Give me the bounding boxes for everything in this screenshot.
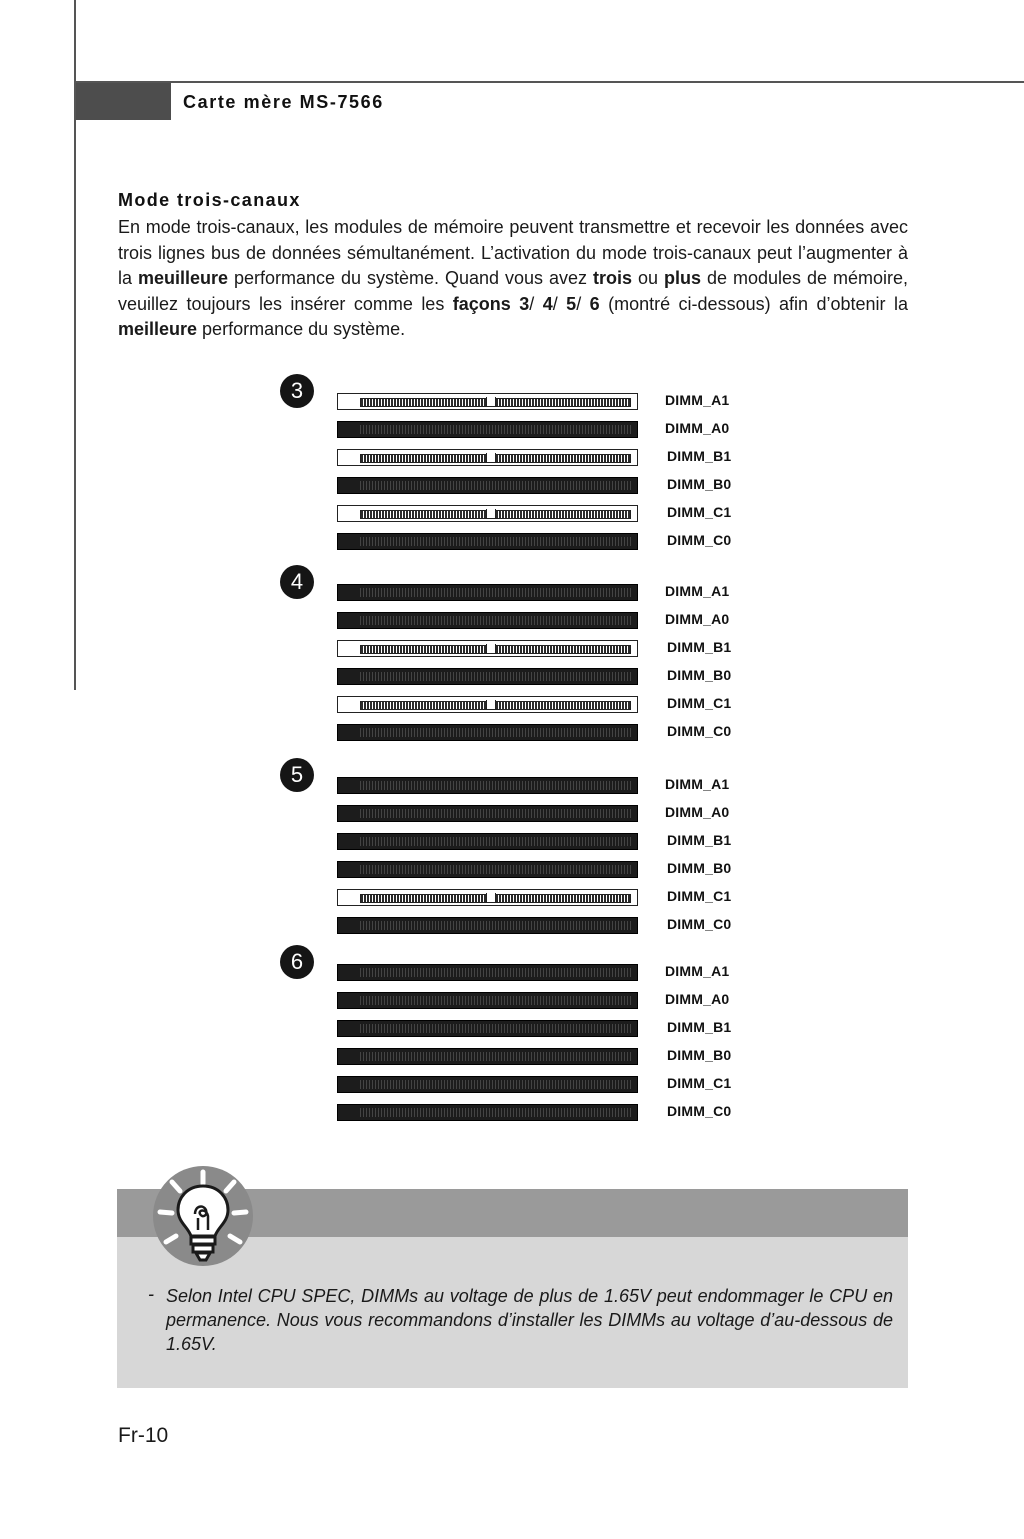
paragraph-text: /	[576, 293, 590, 314]
config-number-badge: 4	[280, 565, 314, 599]
paragraph-text: (montré ci-dessous) afin d’obtenir la	[599, 293, 908, 314]
dimm-slot-label: DIMM_C0	[667, 532, 732, 548]
dimm-slot-empty	[337, 393, 638, 410]
dimm-slot-populated	[337, 777, 638, 794]
section-paragraph	[118, 215, 908, 343]
dimm-slot-label: DIMM_A0	[665, 420, 730, 436]
dimm-slot-populated	[337, 917, 638, 934]
dimm-slot-populated	[337, 668, 638, 685]
dimm-slot-populated	[337, 964, 638, 981]
note-text: Selon Intel CPU SPEC, DIMMs au voltage de plus de 1.65V peut endommager le CPU en permanence. Nous vous recommandons d’installer les DIMMs au voltage d’au-dessous de 1.65V.	[166, 1286, 893, 1354]
paragraph-bold-text: 6	[589, 293, 600, 314]
dimm-slot-populated	[337, 1076, 638, 1093]
header-block	[76, 83, 171, 120]
dimm-slot-label: DIMM_A1	[665, 963, 730, 979]
dimm-slot-label: DIMM_A1	[665, 583, 730, 599]
page-border-horizontal	[74, 81, 1024, 83]
config-number-badge: 5	[280, 758, 314, 792]
dimm-slot-label: DIMM_A0	[665, 611, 730, 627]
dimm-slot-label: DIMM_B0	[667, 1047, 732, 1063]
lightbulb-icon	[150, 1160, 260, 1272]
dimm-slot-empty	[337, 505, 638, 522]
dimm-slot-label: DIMM_C0	[667, 1103, 732, 1119]
dimm-slot-empty	[337, 640, 638, 657]
page-number: Fr-10	[118, 1424, 169, 1447]
dimm-slot-label: DIMM_C1	[667, 1075, 732, 1091]
dimm-slot-label: DIMM_B0	[667, 667, 732, 683]
dimm-slot-label: DIMM_A1	[665, 392, 730, 408]
dimm-slot-populated	[337, 1020, 638, 1037]
section-title: Mode trois-canaux	[118, 190, 301, 210]
config-number-badge: 6	[280, 945, 314, 979]
paragraph-text: performance du système. Quand vous avez	[228, 268, 594, 288]
paragraph-text: /	[552, 293, 567, 314]
dimm-slot-label: DIMM_C0	[667, 723, 732, 739]
paragraph-text: ou	[632, 268, 664, 288]
dimm-slot-label: DIMM_B1	[667, 832, 732, 848]
paragraph-bold-text: trois	[593, 268, 633, 288]
dimm-slot-empty	[337, 449, 638, 466]
dimm-slot-empty	[337, 696, 638, 713]
dimm-slot-label: DIMM_C0	[667, 916, 732, 932]
dimm-slot-populated	[337, 1048, 638, 1065]
paragraph-bold-text: façons 3	[452, 293, 530, 314]
paragraph-bold-text: plus	[664, 268, 702, 288]
paragraph-bold-text: 5	[566, 293, 577, 314]
dimm-slot-empty	[337, 889, 638, 906]
dimm-slot-label: DIMM_B1	[667, 639, 732, 655]
dimm-slot-label: DIMM_A0	[665, 804, 730, 820]
dimm-slot-populated	[337, 724, 638, 741]
paragraph-text: /	[529, 293, 543, 314]
dimm-slot-populated	[337, 421, 638, 438]
dimm-slot-populated	[337, 533, 638, 550]
dimm-slot-label: DIMM_C1	[667, 888, 732, 904]
dimm-slot-populated	[337, 477, 638, 494]
paragraph-text: En mode trois-canaux, les modules de mémoire peuvent transmettre et recevoir les données avec trois lignes bus de données sémultanément. L’activation du mode trois-canaux peut l’augmenter à la	[118, 217, 908, 288]
header-title: Carte mère MS-7566	[183, 92, 384, 112]
dimm-slot-label: DIMM_B0	[667, 860, 732, 876]
dimm-slot-populated	[337, 861, 638, 878]
dimm-slot-label: DIMM_C1	[667, 504, 732, 520]
note-bullet: -	[148, 1284, 154, 1304]
dimm-slot-label: DIMM_A1	[665, 776, 730, 792]
paragraph-bold-text: meilleure	[118, 319, 198, 339]
dimm-slot-label: DIMM_C1	[667, 695, 732, 711]
dimm-slot-label: DIMM_B0	[667, 476, 732, 492]
dimm-slot-label: DIMM_A0	[665, 991, 730, 1007]
config-number-badge: 3	[280, 374, 314, 408]
dimm-slot-populated	[337, 833, 638, 850]
dimm-slot-label: DIMM_B1	[667, 448, 732, 464]
dimm-slot-label: DIMM_B1	[667, 1019, 732, 1035]
paragraph-text: performance du système.	[197, 319, 406, 339]
dimm-slot-populated	[337, 992, 638, 1009]
paragraph-bold-text: meuilleure	[137, 268, 229, 288]
dimm-slot-populated	[337, 805, 638, 822]
dimm-slot-populated	[337, 612, 638, 629]
paragraph-text: de modules de mémoire, veuillez toujours les insérer comme les	[118, 268, 908, 314]
paragraph-bold-text: 4	[542, 293, 553, 314]
dimm-slot-populated	[337, 584, 638, 601]
dimm-slot-populated	[337, 1104, 638, 1121]
